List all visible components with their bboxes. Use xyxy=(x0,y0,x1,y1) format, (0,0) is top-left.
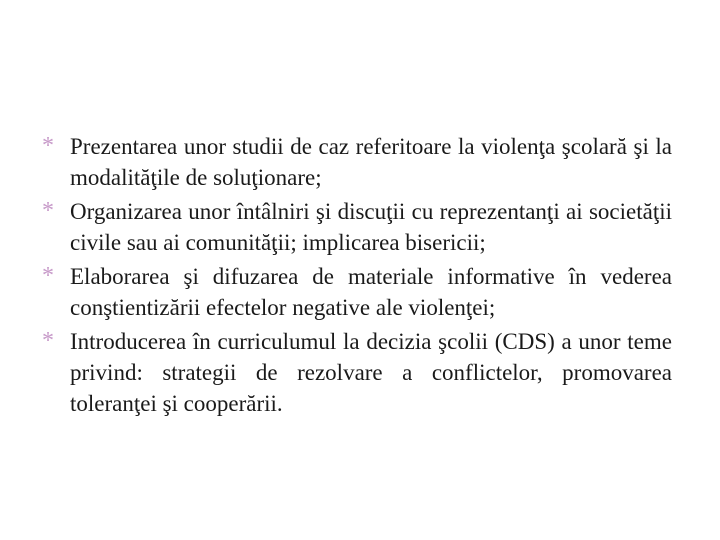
bullet-item xyxy=(42,326,672,419)
bullet-text: Elaborarea şi difuzarea de materiale informative în vederea conştientizării efectelor negative ale violenţei; xyxy=(70,264,672,320)
bullet-item xyxy=(42,196,672,258)
asterisk-bullet-icon: * xyxy=(42,198,54,224)
asterisk-bullet-icon: * xyxy=(42,133,54,159)
bullet-item xyxy=(42,261,672,323)
bullet-text: Organizarea unor întâlniri şi discuţii cu reprezentanţi ai societăţii civile sau ai comunităţii; implicarea bisericii; xyxy=(70,199,672,255)
asterisk-bullet-icon: * xyxy=(42,328,54,354)
bullet-list xyxy=(42,131,672,422)
asterisk-bullet-icon: * xyxy=(42,263,54,289)
bullet-text: Prezentarea unor studii de caz referitoare la violenţa şcolară şi la modalităţile de soluţionare; xyxy=(70,134,672,190)
bullet-item xyxy=(42,131,672,193)
bullet-text: Introducerea în curriculumul la decizia şcolii (CDS) a unor teme privind: strategii de rezolvare a conflictelor, promovarea toleranţei şi cooperării. xyxy=(70,329,672,416)
